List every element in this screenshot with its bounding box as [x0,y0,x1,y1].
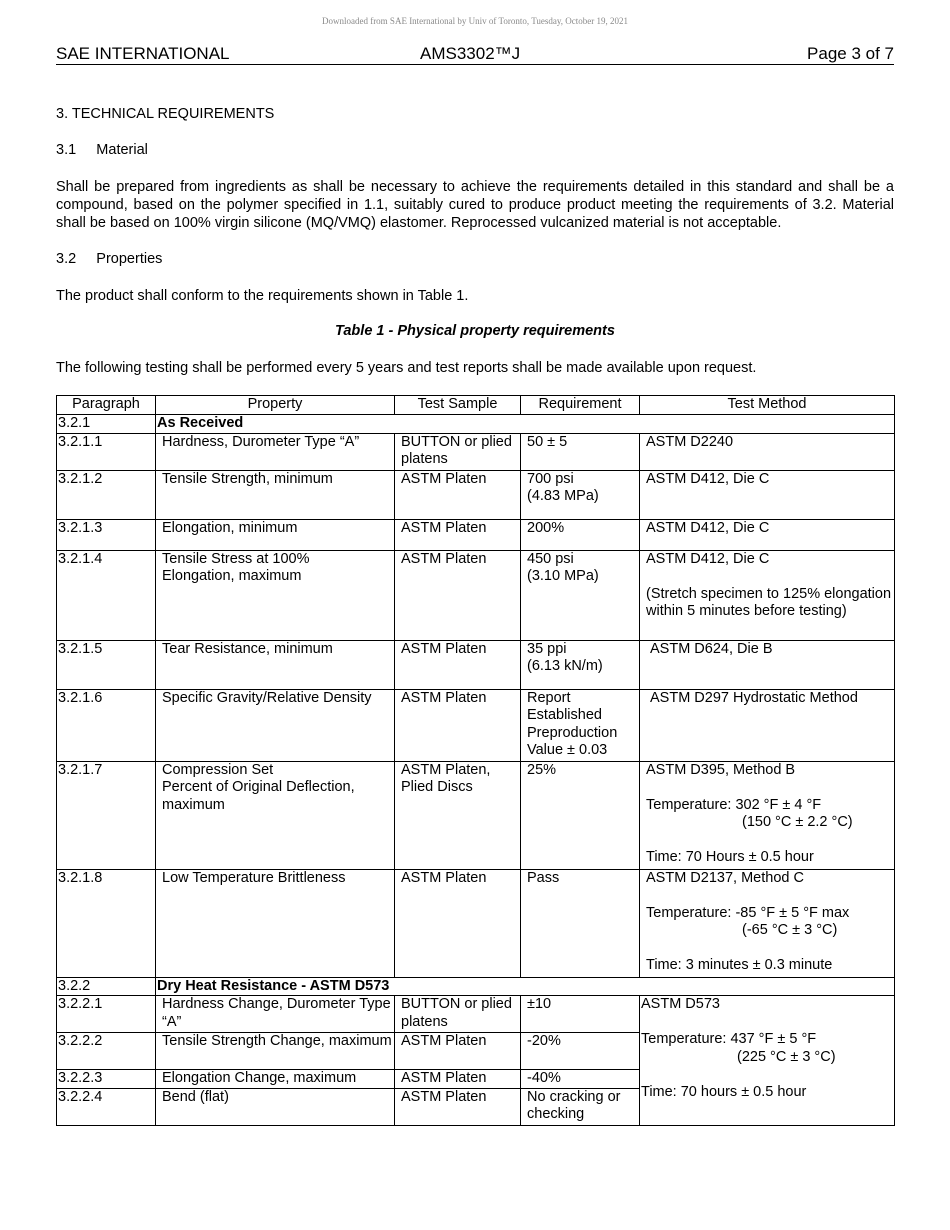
col-header-paragraph: Paragraph [57,396,156,415]
col-header-property: Property [156,396,395,415]
requirement-cell: Pass [521,869,640,977]
document-number: AMS3302™J [420,44,521,63]
method-cell [640,996,895,1126]
section-3-1-text: Shall be prepared from ingredients as shall be necessary to achieve the requirements detailed in this standard and shall be a compound, based on the polymer specified in 1.1, suitably cured to produce product meeting the requirements of 3.2. Material shall be based on 100% virgin silicone (MQ/VMQ) elastomer. Reprocessed vulcanized material is not acceptable. [56,179,894,231]
requirement-cell: -20% [521,1033,640,1070]
table-row [57,470,895,519]
paragraph-cell: 3.2.2.1 [57,996,156,1033]
property-line: Compression Set [162,761,274,778]
col-header-requirement: Requirement [521,396,640,415]
method-cell [640,761,895,869]
property-cell: Hardness Change, Durometer Type “A” [156,996,395,1033]
property-cell: Low Temperature Brittleness [156,869,395,977]
property-line: Tensile Stress at 100% [162,550,310,567]
paragraph-cell: 3.2.2.2 [57,1033,156,1070]
time-line: Time: 3 minutes ± 0.3 minute [646,957,833,973]
method-line: ASTM D395, Method B [646,761,796,778]
col-header-test-sample: Test Sample [395,396,521,415]
section-3-heading: 3. TECHNICAL REQUIREMENTS [56,106,275,122]
requirement-cell: No cracking or checking [521,1088,640,1125]
property-cell: Hardness, Durometer Type “A” [156,433,395,470]
section-row [57,977,895,996]
section-title: Dry Heat Resistance - ASTM D573 [156,977,895,996]
page-number: Page 3 of 7 [807,44,894,63]
requirement-line: (3.10 MPa) [527,568,599,584]
property-line: Elongation, maximum [162,568,302,584]
paragraph-cell: 3.2.2.4 [57,1088,156,1125]
property-requirements-table [56,395,895,1126]
requirement-line: (4.83 MPa) [527,488,599,504]
property-cell: Bend (flat) [156,1088,395,1125]
paragraph-cell: 3.2.1.4 [57,550,156,640]
method-cell: ASTM D412, Die C [640,470,895,519]
property-cell: Tear Resistance, minimum [156,640,395,689]
sample-cell: ASTM Platen [395,689,521,761]
sample-cell: ASTM Platen [395,1070,521,1089]
method-cell: ASTM D412, Die C [640,519,895,550]
paragraph-cell: 3.2.2.3 [57,1070,156,1089]
section-3-2-text: The product shall conform to the requirements shown in Table 1. [56,288,469,304]
requirement-line: 450 psi [527,550,574,567]
table-row [57,640,895,689]
requirement-cell: ±10 [521,996,640,1033]
download-watermark: Downloaded from SAE International by Univ of Toronto, Tuesday, October 19, 2021 [321,16,629,26]
method-cell: ASTM D2240 [640,433,895,470]
requirement-cell: Report Established Preproduction Value ± 0.03 [521,689,640,761]
property-cell: Elongation Change, maximum [156,1070,395,1089]
org-name: SAE INTERNATIONAL [56,44,230,63]
paragraph-cell: 3.2.2 [57,977,156,996]
table-row [57,996,895,1033]
temperature-line-metric: (225 °C ± 3 °C) [737,1048,836,1065]
paragraph-cell: 3.2.1.1 [57,433,156,470]
sample-cell [395,761,521,869]
table-row [57,869,895,977]
paragraph-cell: 3.2.1.6 [57,689,156,761]
temperature-line: Temperature: 437 °F ± 5 °F [641,1031,817,1047]
requirement-cell [521,640,640,689]
table-row [57,550,895,640]
property-line: Percent of Original Deflection, maximum [162,779,355,813]
requirement-line: 35 ppi [527,640,567,657]
table-row [57,433,895,470]
col-header-test-method: Test Method [640,396,895,415]
property-cell: Specific Gravity/Relative Density [156,689,395,761]
time-line: Time: 70 hours ± 0.5 hour [641,1083,807,1100]
method-line: ASTM D412, Die C [646,550,770,567]
paragraph-cell: 3.2.1.5 [57,640,156,689]
property-cell [156,550,395,640]
sample-cell: BUTTON or plied platens [395,996,521,1033]
requirement-cell: -40% [521,1070,640,1089]
temperature-line-metric: (-65 °C ± 3 °C) [742,922,838,938]
table-caption: Table 1 - Physical property requirements [335,323,615,339]
method-note: (Stretch specimen to 125% elongation within 5 minutes before testing) [646,585,892,619]
requirement-cell: 50 ± 5 [521,433,640,470]
table-row [57,519,895,550]
method-cell: ASTM D297 Hydrostatic Method [640,689,895,761]
sample-line: ASTM Platen, [401,761,491,778]
method-cell: ASTM D624, Die B [640,640,895,689]
requirement-line: 700 psi [527,470,574,487]
section-row [57,415,895,434]
paragraph-cell: 3.2.1.8 [57,869,156,977]
table-row [57,689,895,761]
sample-cell: BUTTON or plied platens [395,433,521,470]
paragraph-cell: 3.2.1.7 [57,761,156,869]
sample-cell: ASTM Platen [395,550,521,640]
sample-line: Plied Discs [401,779,473,795]
sample-cell: ASTM Platen [395,869,521,977]
page-header [56,44,894,65]
property-cell [156,761,395,869]
testing-note: The following testing shall be performed every 5 years and test reports shall be made available upon request. [56,360,757,376]
paragraph-cell: 3.2.1.3 [57,519,156,550]
paragraph-cell: 3.2.1.2 [57,470,156,519]
property-cell: Tensile Strength, minimum [156,470,395,519]
table-header-row [57,396,895,415]
property-cell: Elongation, minimum [156,519,395,550]
requirement-cell [521,470,640,519]
sample-cell: ASTM Platen [395,640,521,689]
property-cell: Tensile Strength Change, maximum [156,1033,395,1070]
sample-cell: ASTM Platen [395,519,521,550]
requirement-cell [521,550,640,640]
temperature-line: Temperature: -85 °F ± 5 °F max [646,904,850,921]
method-cell [640,550,895,640]
method-line: ASTM D573 [641,996,720,1012]
method-line: ASTM D2137, Method C [646,869,804,886]
paragraph-cell: 3.2.1 [57,415,156,434]
temperature-line: Temperature: 302 °F ± 4 °F [646,796,822,813]
sample-cell: ASTM Platen [395,1088,521,1125]
table-row [57,761,895,869]
section-title: As Received [156,415,895,434]
sample-cell: ASTM Platen [395,1033,521,1070]
time-line: Time: 70 Hours ± 0.5 hour [646,849,814,865]
method-cell [640,869,895,977]
requirement-cell: 25% [521,761,640,869]
sample-cell: ASTM Platen [395,470,521,519]
section-3-2-heading: 3.2 Properties [56,251,163,267]
section-3-1-heading: 3.1 Material [56,142,148,158]
requirement-cell: 200% [521,519,640,550]
temperature-line-metric: (150 °C ± 2.2 °C) [742,814,853,830]
requirement-line: (6.13 kN/m) [527,658,603,674]
